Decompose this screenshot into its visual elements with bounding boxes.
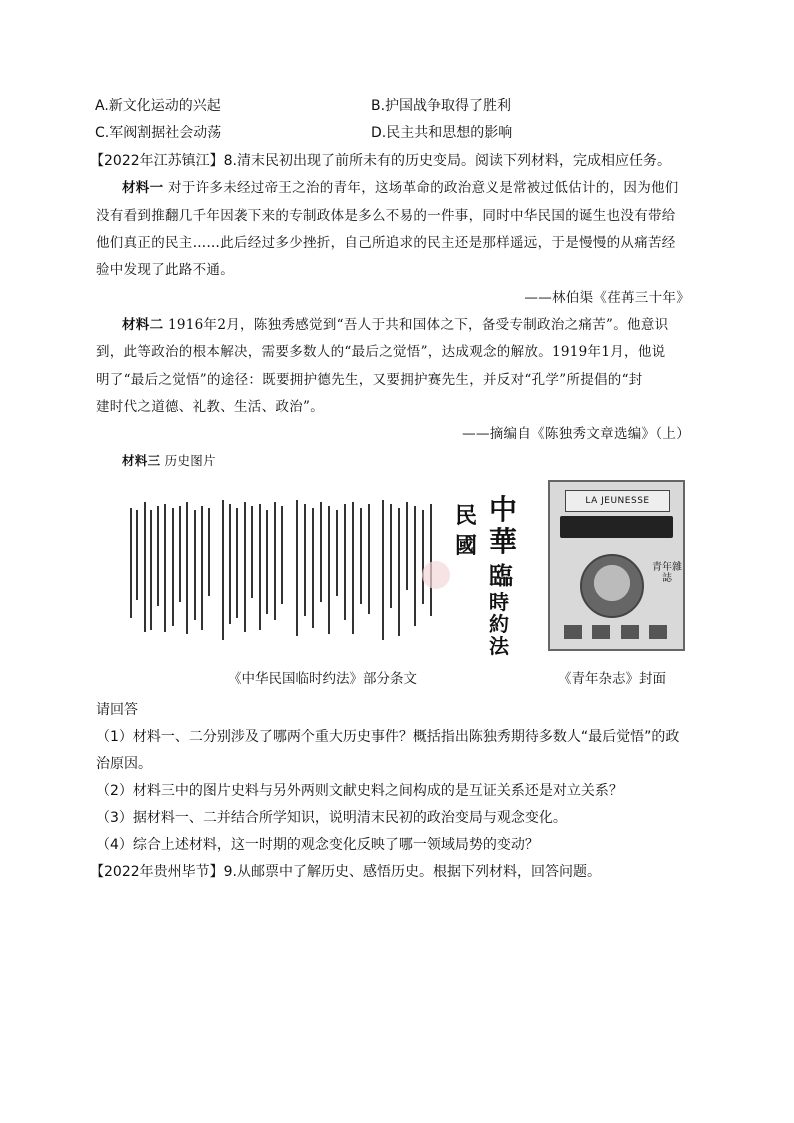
cover-crowd-illustration [560, 516, 673, 538]
question-8-source: 【2022年江苏镇江】 [90, 153, 224, 169]
option-a: A.新文化运动的兴起 [95, 98, 221, 114]
material-2-line-1: 材料二 1916年2月，陈独秀感觉到“吾人于共和国体之下，备受专制政治之痛苦”。他意识 [122, 317, 669, 333]
constitution-title-calligraphy: 中 華 民 國 臨 時 約 法 [455, 493, 518, 658]
question-9-header [90, 862, 601, 882]
material-2-line-4: 建时代之道德、礼教、生活、政治”。 [96, 399, 325, 415]
material-1-line-1: 材料一 对于许多未经过帝王之治的青年，这场革命的政治意义是常被过低估计的，因为他们 [122, 180, 679, 196]
question-9-intro: 9.从邮票中了解历史、感悟历史。根据下列材料，回答问题。 [223, 864, 601, 880]
material-3-label: 材料三 [122, 453, 161, 468]
cover-portrait [580, 554, 644, 618]
sub-question-3: （3）据材料一、二并结合所学知识，说明清末民初的政治变局与观念变化。 [96, 810, 567, 826]
sub-question-2: （2）材料三中的图片史料与另外两则文献史料之间构成的是互证关系还是对立关系？ [96, 783, 623, 799]
sub-question-1-line-2: 治原因。 [96, 756, 152, 772]
material-1-line-2: 没有看到推翻几千年因袭下来的专制政体是多么不易的一件事，同时中华民国的诞生也没有带给 [96, 208, 676, 224]
material-2-line-3: 明了“最后之觉悟”的途径：既要拥护德先生，又要拥护赛先生，并反对“孔学”所提倡的“封 [96, 372, 643, 388]
question-8-header [90, 151, 671, 171]
material-2-source: ——摘编自《陈独秀文章选编》（上） [462, 426, 690, 442]
question-9-source: 【2022年贵州毕节】 [90, 864, 224, 880]
option-c: C.军阀割据社会动荡 [95, 125, 222, 141]
material-1-line-4: 验中发现了此路不通。 [96, 262, 234, 278]
sub-question-4: （4）综合上述材料，这一时期的观念变化反映了哪一领域局势的变动？ [96, 837, 539, 853]
material-1-label: 材料一 [122, 180, 164, 196]
question-8-intro: 8.清末民初出现了前所未有的历史变局。阅读下列材料，完成相应任务。 [223, 153, 671, 169]
material-2-line-2: 到，此等政治的根本解决，需要多数人的“最后之觉悟”，达成观念的解放。1919年1月，他说 [96, 344, 666, 360]
material-2-label: 材料二 [122, 317, 164, 333]
cover-chinese-title: 青年雜誌 [652, 562, 682, 584]
material-3-heading: 材料三 历史图片 [122, 453, 216, 468]
figure-1-caption: 《中华民国临时约法》部分条文 [228, 671, 417, 687]
cover-footer-blocks [564, 625, 667, 641]
youth-magazine-cover-image [548, 480, 685, 651]
answer-prompt: 请回答 [96, 702, 138, 718]
material-1-line-3: 他们真正的民主……此后经过多少挫折，自己所追求的民主还是那样遥远，于是慢慢的从痛苦经 [96, 235, 676, 251]
option-b: B.护国战争取得了胜利 [371, 98, 512, 114]
cover-title: LA JEUNESSE [565, 490, 670, 512]
sub-question-1-line-1: （1）材料一、二分别涉及了哪两个重大历史事件？概括指出陈独秀期待多数人“最后觉悟”的政 [96, 729, 680, 745]
material-1-source: ——林伯渠《荏苒三十年》 [524, 290, 690, 306]
option-d: D.民主共和思想的影响 [371, 125, 513, 141]
figure-2-caption: 《青年杂志》封面 [558, 671, 666, 687]
